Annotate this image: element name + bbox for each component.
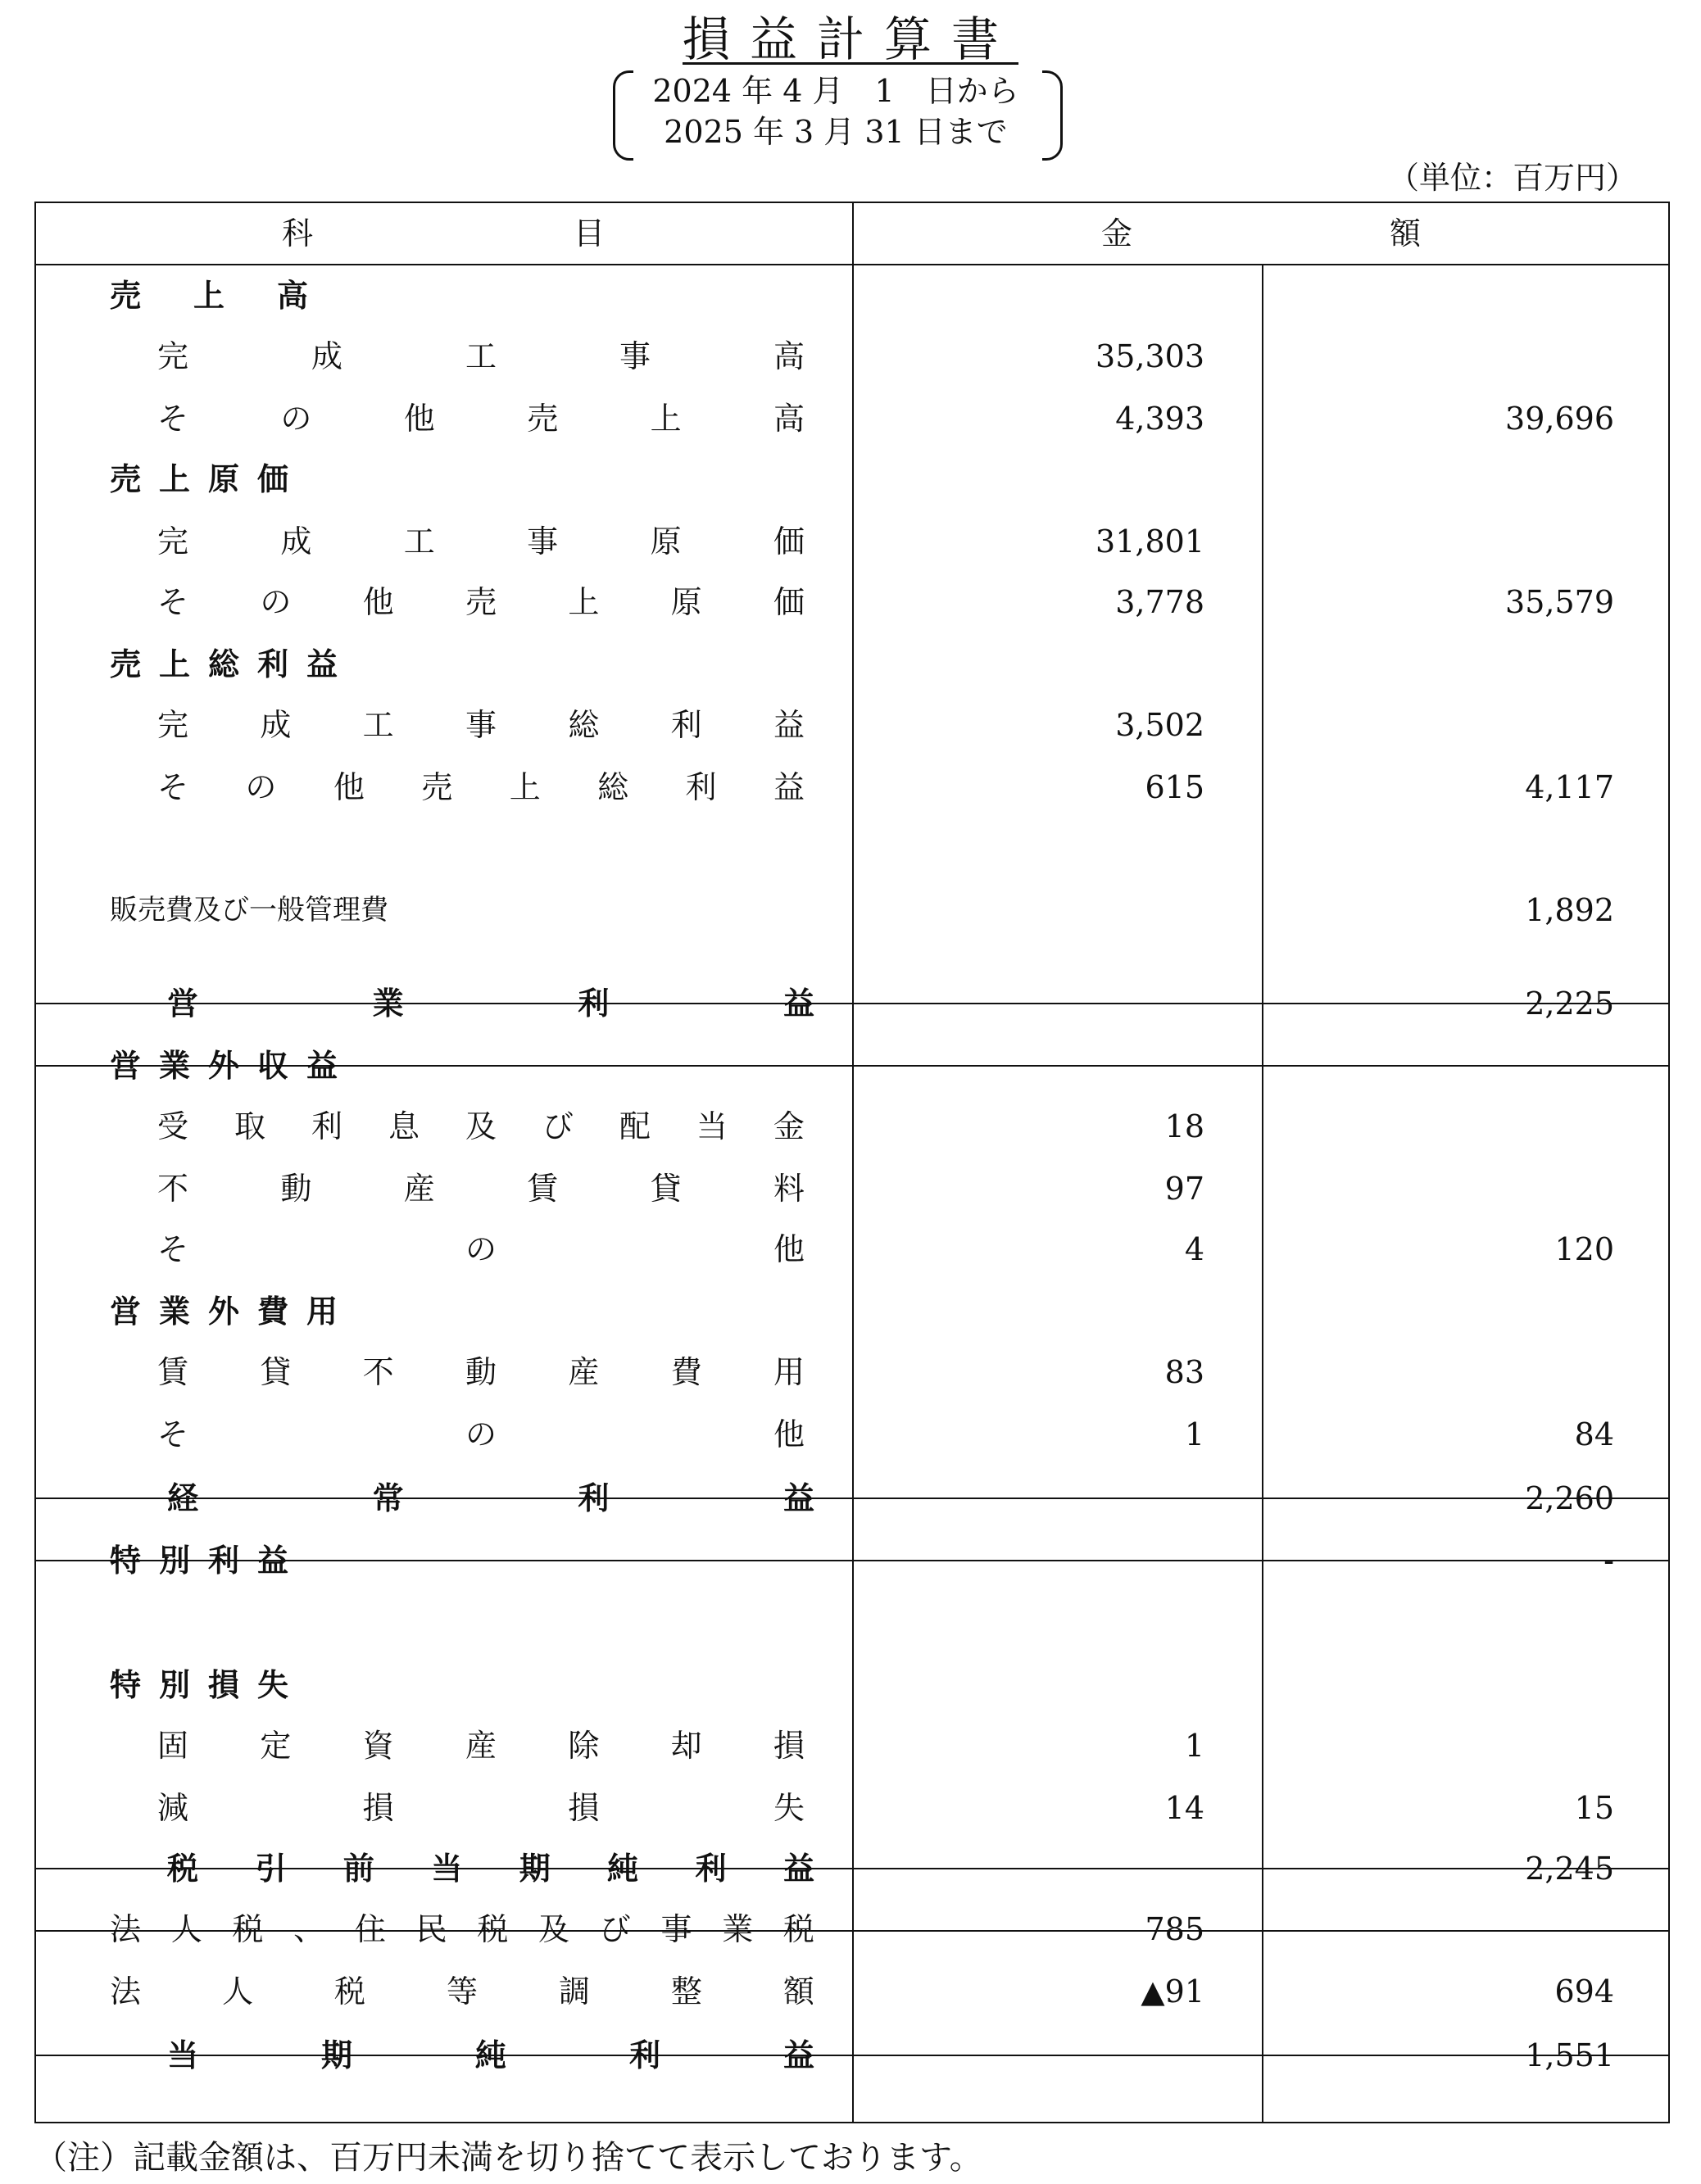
- amount-detail: 4: [1184, 1231, 1204, 1267]
- table-row: [36, 1096, 1668, 1157]
- row-label: そ の 他 売 上 原 価: [157, 584, 805, 620]
- table-row: [36, 1655, 1668, 1715]
- row-label: 法 人 税 、 住 民 税 及 び 事 業 税: [110, 1911, 814, 1947]
- amount-total: 1,551: [1525, 2037, 1614, 2073]
- page-title: 損益計算書: [682, 11, 1018, 67]
- row-label: 完 成 工 事 高: [157, 338, 805, 374]
- table-row: [36, 1219, 1668, 1280]
- row-label: そ の 他 売 上 総 利 益: [157, 769, 805, 805]
- amount-detail: 14: [1164, 1790, 1204, 1826]
- header-subject-1: 科: [282, 215, 314, 251]
- amount-detail: 1: [1184, 1416, 1204, 1452]
- row-label: 固 定 資 産 除 却 損: [157, 1728, 805, 1764]
- header-amount-2: 額: [1390, 215, 1422, 251]
- row-label: 完 成 工 事 総 利 益: [157, 707, 805, 743]
- amount-total: 120: [1554, 1231, 1614, 1267]
- table-row: [36, 1961, 1668, 2022]
- row-label: 販売費及び一般管理費: [110, 894, 388, 927]
- table-row: [36, 1838, 1668, 1899]
- amount-detail: 3,778: [1115, 584, 1204, 620]
- row-label: 売上総利益: [110, 646, 356, 682]
- table-row: [36, 326, 1668, 387]
- amount-total: 84: [1574, 1416, 1614, 1452]
- amount-detail: ▲91: [1141, 1973, 1204, 2010]
- row-label: そ の 他 売 上 高: [157, 401, 805, 437]
- amount-detail: 615: [1145, 769, 1204, 805]
- row-label: 営業外費用: [110, 1293, 356, 1330]
- row-label: 完 成 工 事 原 価: [157, 523, 805, 560]
- table-row: [36, 2025, 1668, 2086]
- table-row: [36, 1715, 1668, 1776]
- table-row: [36, 1281, 1668, 1342]
- amount-detail: 1: [1184, 1728, 1204, 1764]
- amount-total: 35,579: [1505, 584, 1614, 620]
- row-label: 法 人 税 等 調 整 額: [110, 1973, 814, 2010]
- period-from: 2024 年 4 月 1 日から: [652, 73, 1019, 109]
- income-statement-table: [34, 202, 1670, 2123]
- unit-label: （単位：百万円）: [1387, 160, 1637, 196]
- table-row: [36, 511, 1668, 572]
- table-row: [36, 1158, 1668, 1219]
- amount-total: 694: [1554, 1973, 1614, 2010]
- amount-total: 2,245: [1525, 1851, 1614, 1887]
- row-label: 当 期 純 利 益: [167, 2037, 814, 2073]
- amount-total: 15: [1574, 1790, 1614, 1826]
- row-label: 賃 貸 不 動 産 費 用: [157, 1354, 805, 1390]
- amount-detail: 3,502: [1115, 707, 1204, 743]
- table-row: [36, 449, 1668, 510]
- amount-total: 39,696: [1505, 401, 1614, 437]
- table-row: [36, 973, 1668, 1034]
- header-subject-2: 目: [574, 215, 606, 251]
- amount-detail: 31,801: [1095, 523, 1204, 560]
- table-row: [36, 1899, 1668, 1960]
- amount-total: 2,260: [1525, 1480, 1614, 1516]
- row-label: 売上原価: [110, 460, 307, 497]
- row-label: 不 動 産 賃 貸 料: [157, 1171, 805, 1207]
- amount-total: 1,892: [1525, 892, 1614, 928]
- table-row: [36, 388, 1668, 449]
- row-label: 受 取 利 息 及 び 配 当 金: [157, 1108, 805, 1144]
- row-label: 売上高: [110, 277, 361, 314]
- footnote: （注）記載金額は、百万円未満を切り捨てて表示しております。: [34, 2139, 982, 2177]
- table-row: [36, 757, 1668, 818]
- table-row: [36, 265, 1668, 326]
- table-row: [36, 1404, 1668, 1465]
- amount-total: -: [1603, 1543, 1614, 1579]
- amount-detail: 83: [1164, 1354, 1204, 1390]
- row-label: 経 常 利 益: [167, 1479, 814, 1516]
- amount-detail: 4,393: [1115, 401, 1204, 437]
- table-row: [36, 634, 1668, 695]
- row-label: 営 業 利 益: [167, 985, 814, 1022]
- amount-detail: 18: [1164, 1108, 1204, 1144]
- amount-detail: 97: [1164, 1171, 1204, 1207]
- table-row: [36, 1035, 1668, 1096]
- table-row: [36, 1342, 1668, 1402]
- row-label: そ の 他: [157, 1416, 805, 1452]
- amount-total: 4,117: [1525, 769, 1614, 805]
- amount-total: 2,225: [1525, 986, 1614, 1022]
- table-row: [36, 695, 1668, 755]
- table-row: [36, 1468, 1668, 1529]
- row-label: 特別利益: [110, 1542, 307, 1579]
- row-label: 税 引 前 当 期 純 利 益: [167, 1850, 814, 1887]
- table-row: [36, 1530, 1668, 1591]
- period-bracket-left: [613, 70, 633, 161]
- period-bracket-right: [1042, 70, 1063, 161]
- table-row: [36, 572, 1668, 632]
- row-label: 特別損失: [110, 1666, 307, 1703]
- row-label: そ の 他: [157, 1231, 805, 1267]
- amount-detail: 35,303: [1095, 338, 1204, 374]
- table-row: [36, 880, 1668, 940]
- header-amount-1: 金: [1101, 215, 1133, 251]
- amount-detail: 785: [1145, 1911, 1204, 1947]
- table-row: [36, 1778, 1668, 1838]
- row-label: 減 損 損 失: [157, 1790, 805, 1826]
- row-label: 営業外収益: [110, 1047, 356, 1084]
- period-to: 2025 年 3 月 31 日まで: [664, 114, 1008, 150]
